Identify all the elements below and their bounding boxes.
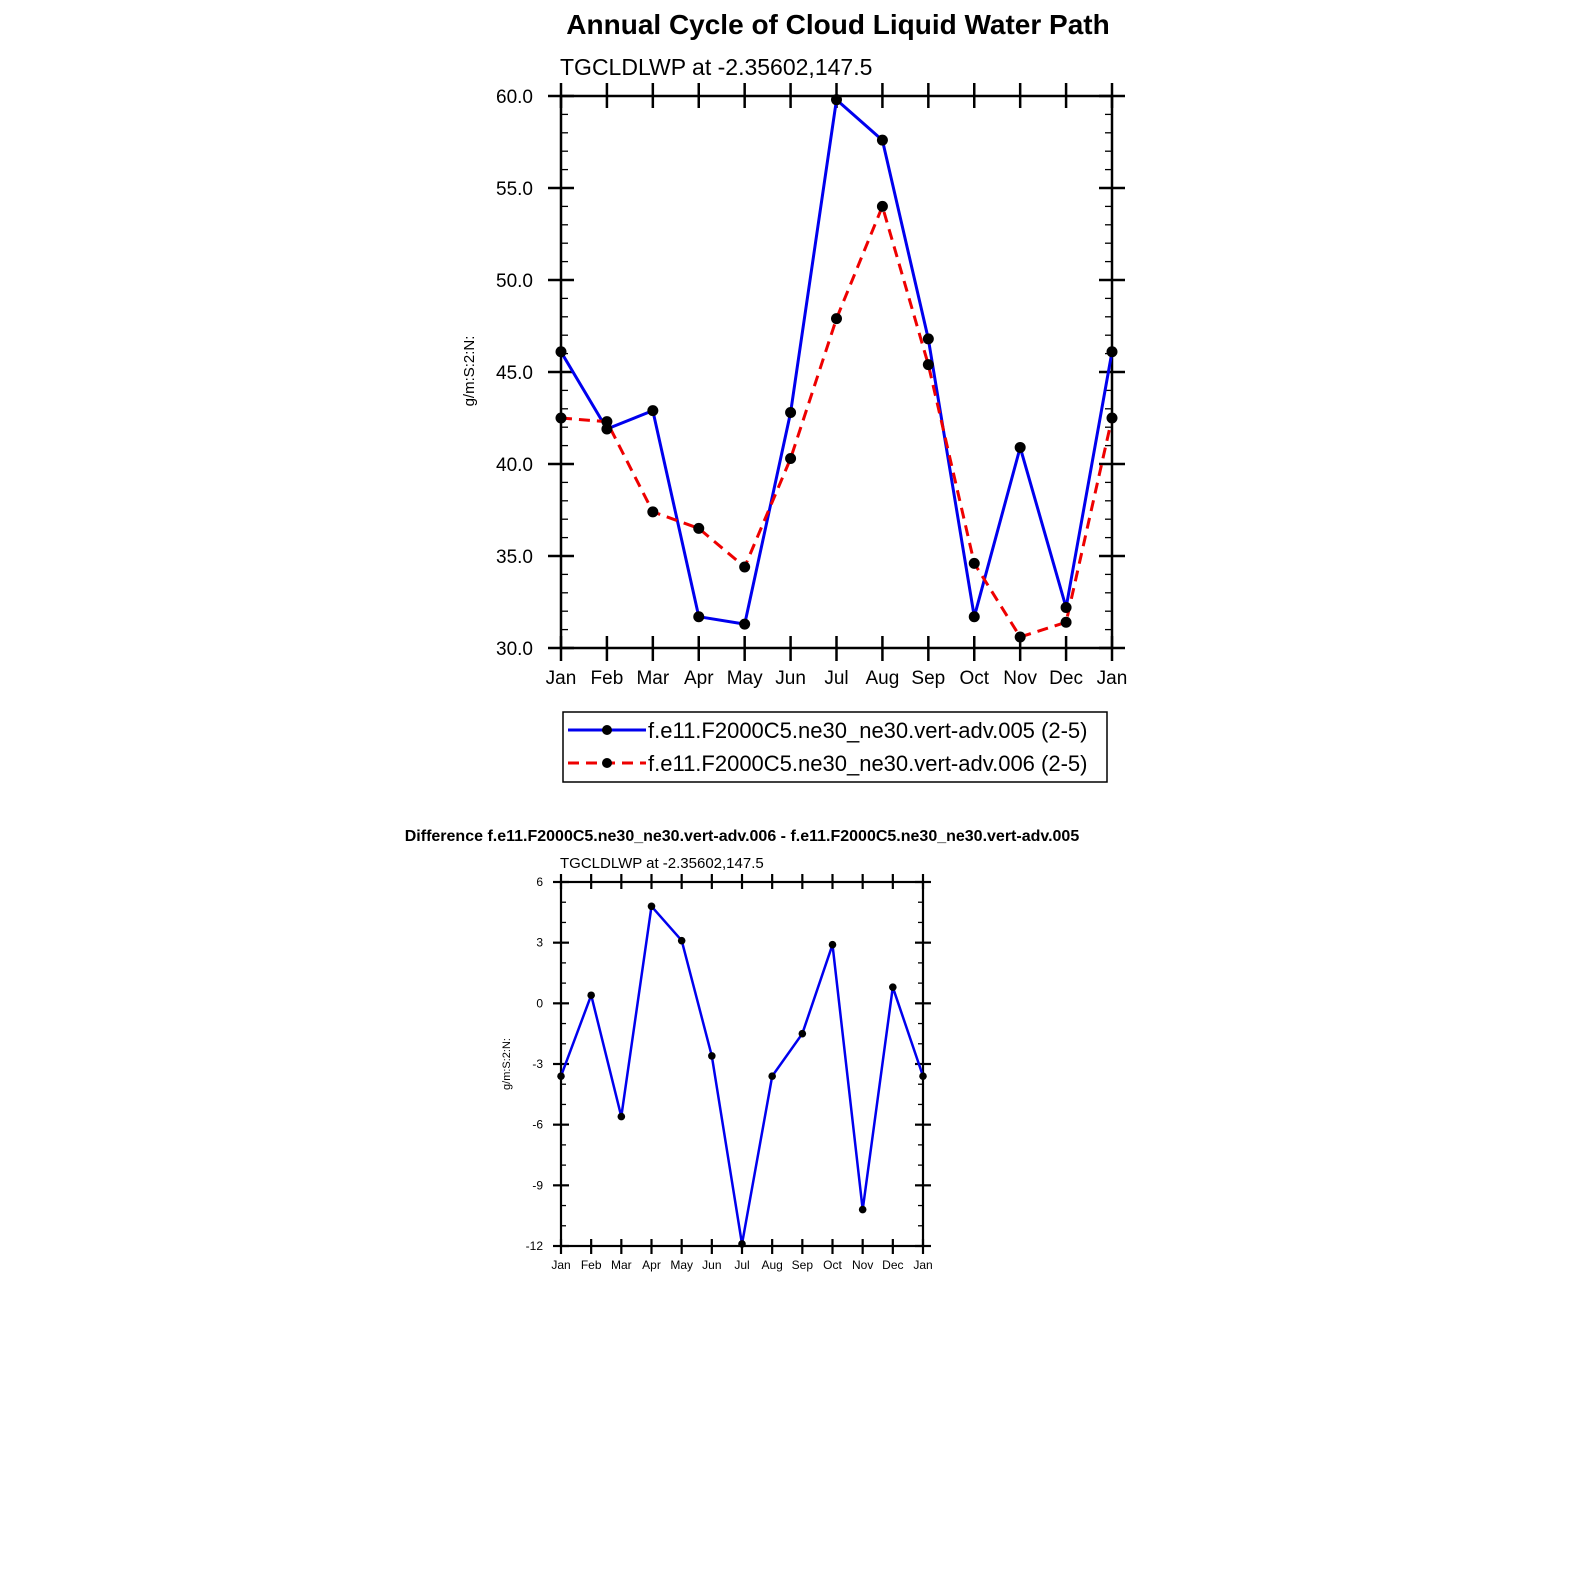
y-tick-label: 45.0 [496,363,533,384]
x-tick-label: Jul [734,1258,750,1272]
y-tick-label: 0 [536,996,543,1011]
y-tick-label: 55.0 [496,179,533,200]
x-tick-label: Mar [636,668,670,689]
series-1-point [768,1072,776,1080]
series-2-point [556,413,567,424]
series-2-point [601,416,612,427]
x-tick-label: Apr [642,1258,661,1272]
series-1-point [889,983,897,991]
x-tick-label: Apr [683,668,714,689]
series-1-point [859,1206,867,1214]
y-tick-label: 6 [536,875,543,889]
x-tick-label: Jul [824,668,849,689]
x-tick-label: May [726,668,763,689]
x-tick-label: Sep [791,1258,814,1272]
x-tick-label: Jan [1096,668,1128,689]
series-1-point [1107,346,1118,357]
x-tick-label: Jan [551,1258,571,1272]
series-1-point [556,346,567,357]
series-2-point [923,359,934,370]
series-2-point [785,453,796,464]
plot-frame [561,96,1112,648]
legend-label-series-1: f.e11.F2000C5.ne30_ne30.vert-adv.005 (2-5) [648,718,1088,743]
x-tick-label: Nov [851,1258,874,1272]
series-1-point [969,611,980,622]
series-2-point [969,558,980,569]
legend-marker-series-1 [602,725,612,735]
series-2-point [877,201,888,212]
y-tick-label: -6 [532,1117,543,1132]
chart1-legend [563,712,1107,782]
series-1-point [785,407,796,418]
chart2-axes [526,874,933,1272]
series-line-2 [561,206,1112,637]
chart1-ylabel: g/m:S:2:N: [461,335,478,407]
series-1-point [738,1240,746,1248]
series-1-point [919,1072,927,1080]
series-1-point [831,94,842,105]
y-tick-label: 40.0 [496,455,533,476]
chart2-ylabel: g/m:S:2:N: [501,1038,513,1090]
chart2-subtitle: TGCLDLWP at -2.35602,147.5 [560,855,764,872]
series-1-point [587,991,595,999]
series-1-point [693,611,704,622]
series-1-point [557,1072,565,1080]
series-2-point [1015,631,1026,642]
x-tick-label: May [670,1258,694,1272]
chart1-subtitle: TGCLDLWP at -2.35602,147.5 [560,54,873,80]
y-tick-label: 60.0 [496,87,533,108]
annual-cycle-chart [461,9,1127,782]
x-tick-label: Feb [590,668,624,689]
series-2-point [693,523,704,534]
chart2-series [557,902,927,1247]
chart1-series [556,94,1118,642]
plot-frame [561,882,923,1246]
series-1-point [647,405,658,416]
series-1-point [799,1030,807,1038]
series-2-point [831,313,842,324]
y-tick-label: -9 [532,1178,543,1193]
series-line-1 [561,906,923,1244]
y-tick-label: 30.0 [496,639,533,660]
difference-chart [405,828,1080,1272]
x-tick-label: Dec [882,1258,904,1272]
x-tick-label: Jan [913,1258,933,1272]
x-tick-label: Oct [959,668,990,689]
series-1-point [923,333,934,344]
chart2-title: Difference f.e11.F2000C5.ne30_ne30.vert-adv.006 - f.e11.F2000C5.ne30_ne30.vert-adv.005 [404,828,1080,845]
series-line-1 [561,100,1112,624]
legend-label-series-2: f.e11.F2000C5.ne30_ne30.vert-adv.006 (2-5) [648,751,1088,776]
series-1-point [1015,442,1026,453]
y-tick-label: -12 [525,1239,543,1253]
y-tick-label: 35.0 [496,547,533,568]
series-1-point [678,937,686,945]
legend-marker-series-2 [602,758,612,768]
chart1-axes [496,83,1127,689]
series-1-point [648,902,656,910]
x-tick-label: Mar [610,1258,632,1272]
series-1-point [877,135,888,146]
x-tick-label: Sep [911,668,946,689]
x-tick-label: Oct [823,1258,842,1272]
series-2-point [1061,617,1072,628]
y-tick-label: 3 [536,935,543,950]
series-1-point [829,941,837,949]
series-1-point [739,619,750,630]
x-tick-label: Jun [702,1258,722,1272]
series-2-point [739,562,750,573]
x-tick-label: Aug [865,668,900,689]
x-tick-label: Nov [1003,668,1038,689]
series-2-point [647,506,658,517]
series-1-point [1061,602,1072,613]
x-tick-label: Jan [545,668,577,689]
series-1-point [618,1113,626,1121]
x-tick-label: Dec [1049,668,1083,689]
y-tick-label: -3 [532,1057,543,1071]
chart1-title: Annual Cycle of Cloud Liquid Water Path [566,9,1110,40]
y-tick-label: 50.0 [496,271,533,292]
x-tick-label: Feb [580,1258,602,1272]
series-1-point [708,1052,716,1060]
x-tick-label: Aug [761,1258,783,1272]
x-tick-label: Jun [775,668,806,689]
series-2-point [1107,413,1118,424]
